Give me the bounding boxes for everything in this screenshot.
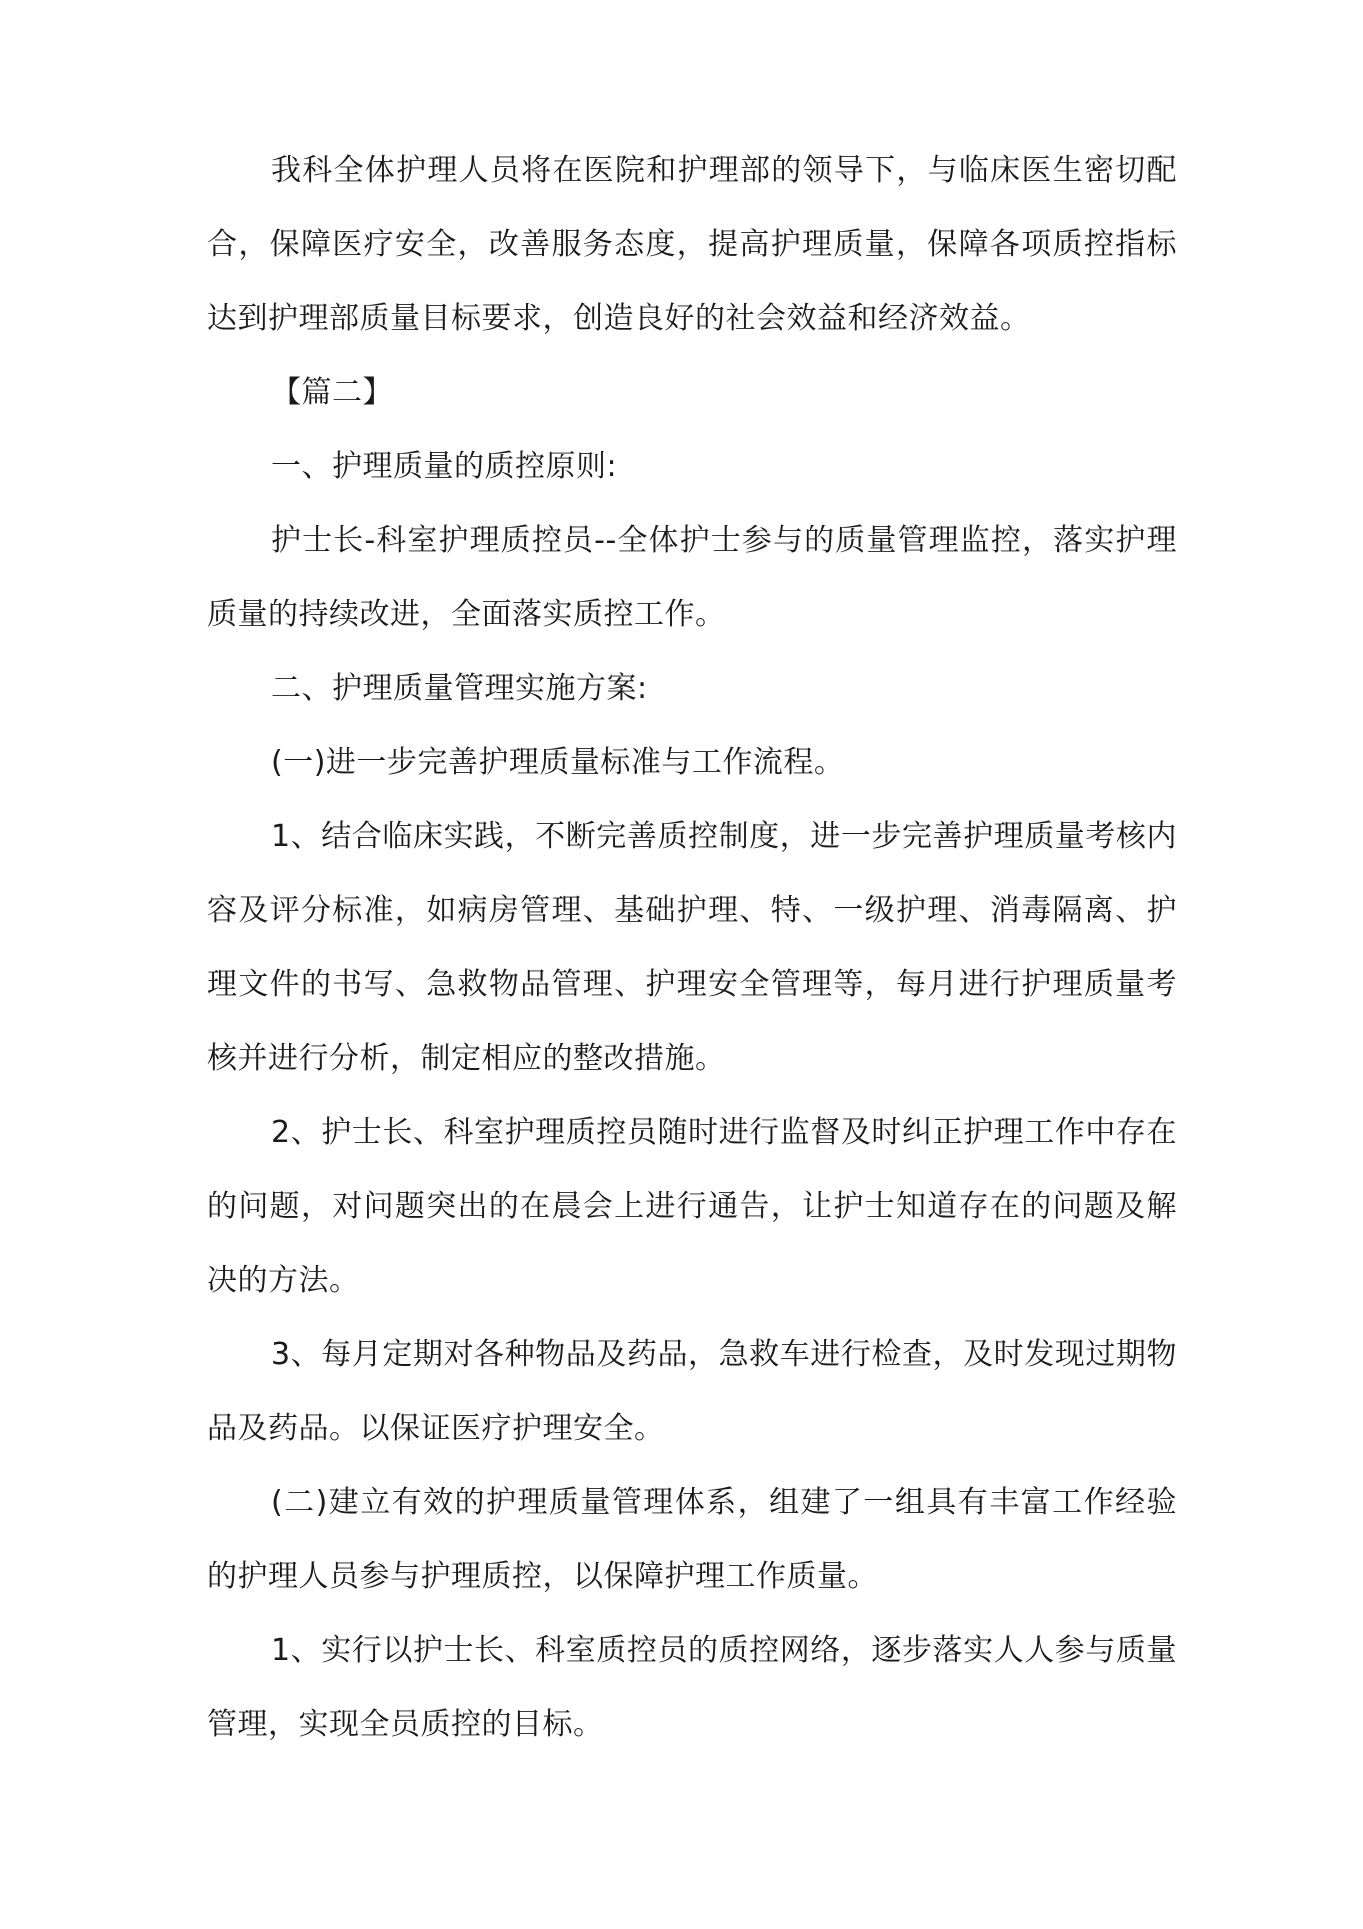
list-item-4: 1、实行以护士长、科室质控员的质控网络，逐步落实人人参与质量管理，实现全员质控的目标。 [207, 1633, 1177, 1742]
heading-implementation-plan: 二、护理质量管理实施方案: [271, 671, 648, 706]
section-heading-part-two: 【篇二】 [271, 375, 393, 410]
list-item-3: 3、每月定期对各种物品及药品，急救车进行检查，及时发现过期物品及药品。以保证医疗护理安全。 [207, 1337, 1177, 1446]
heading-qc-principles: 一、护理质量的质控原则: [271, 449, 618, 484]
document-body [207, 134, 1177, 1762]
list-item-1: 1、结合临床实践，不断完善质控制度，进一步完善护理质量考核内容及评分标准，如病房管理、基础护理、特、一级护理、消毒隔离、护理文件的书写、急救物品管理、护理安全管理等，每月进行护理质量考核并进行分析，制定相应的整改措施。 [207, 819, 1177, 1076]
subheading-standards-workflow: (一)进一步完善护理质量标准与工作流程。 [271, 745, 845, 780]
paragraph-qc-principles: 护士长-科室护理质控员--全体护士参与的质量管理监控，落实护理质量的持续改进，全面落实质控工作。 [207, 523, 1177, 632]
list-item-2: 2、护士长、科室护理质控员随时进行监督及时纠正护理工作中存在的问题，对问题突出的在晨会上进行通告，让护士知道存在的问题及解决的方法。 [207, 1115, 1177, 1298]
paragraph-intro: 我科全体护理人员将在医院和护理部的领导下，与临床医生密切配合，保障医疗安全，改善服务态度，提高护理质量，保障各项质控指标达到护理部质量目标要求，创造良好的社会效益和经济效益。 [207, 153, 1177, 336]
subheading-management-system: (二)建立有效的护理质量管理体系，组建了一组具有丰富工作经验的护理人员参与护理质控，以保障护理工作质量。 [207, 1485, 1177, 1594]
